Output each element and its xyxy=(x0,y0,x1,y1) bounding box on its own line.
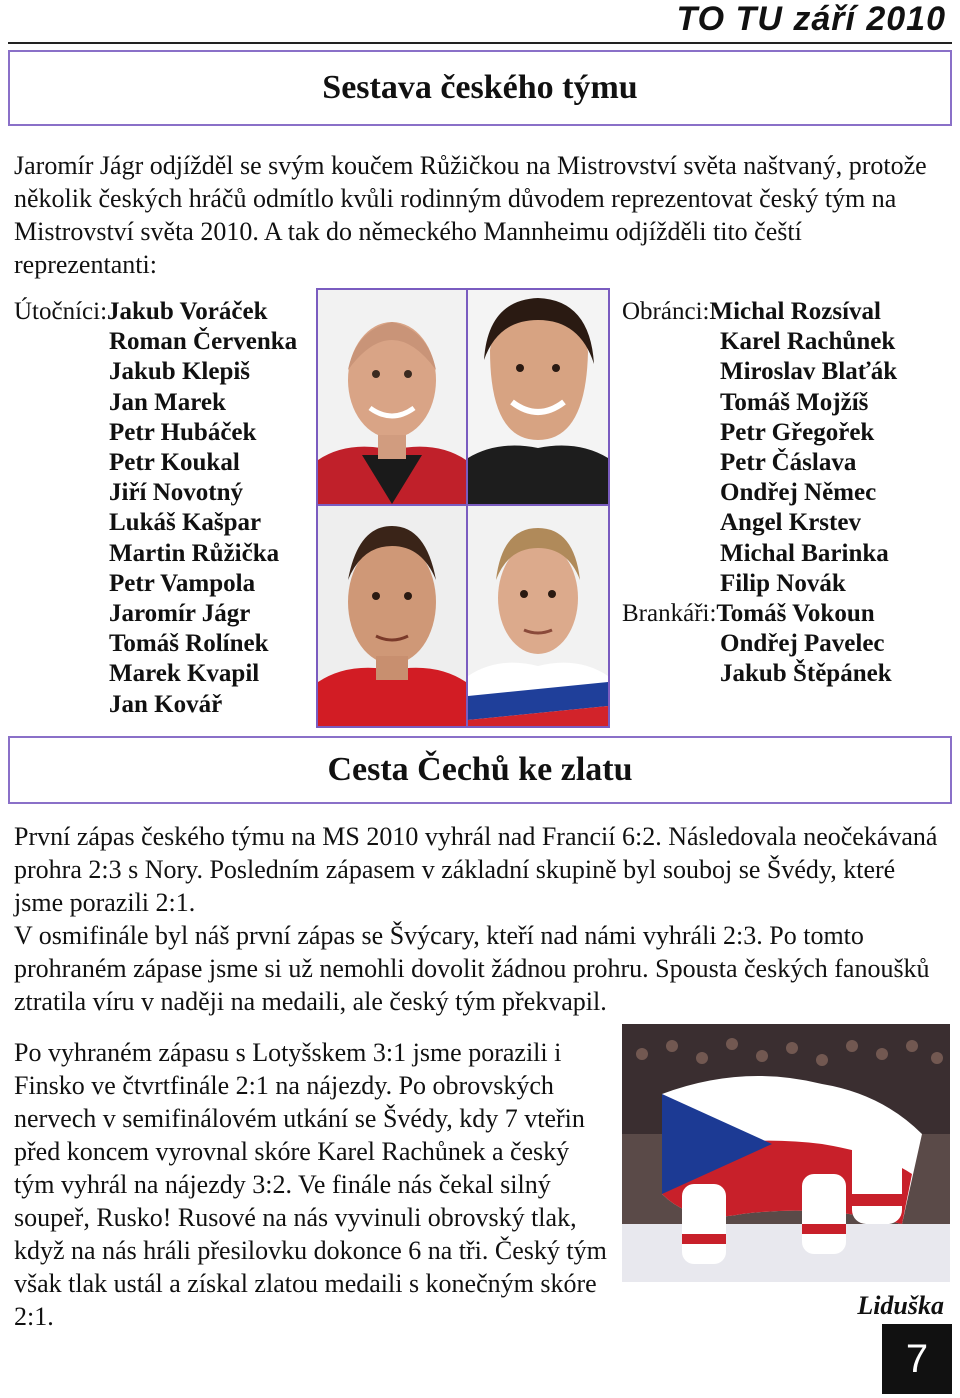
defender-name: Miroslav Blaťák xyxy=(720,358,898,386)
page-number-value: 7 xyxy=(905,1336,929,1381)
section-heading-road-to-gold xyxy=(8,736,952,804)
forward-name: Jiří Novotný xyxy=(109,479,244,507)
paragraph-round-of-16: V osmifinále byl náš první zápas se Švýcary, kteří nad námi vyhráli 2:3. Po tomto prohraném zápase jsme si už nemohli dovolit žádnou prohru. Spousta českých fanoušků ztratila víru v naději na medaili, ale český tým překvapil. xyxy=(14,921,930,1016)
forward-name: Roman Červenka xyxy=(109,328,298,356)
defender-name: Tomáš Mojžíš xyxy=(720,388,869,416)
player-portrait-image xyxy=(318,506,466,726)
masthead-title: TO TU září 2010 xyxy=(676,0,946,38)
player-photo-1 xyxy=(318,290,466,504)
author-signature: Liduška xyxy=(857,1291,944,1320)
player-portrait-image xyxy=(468,290,608,504)
masthead-rule xyxy=(8,42,952,44)
defenders-goalies-list xyxy=(622,297,897,690)
forward-name: Jan Kovář xyxy=(109,690,223,718)
player-portrait-image xyxy=(468,506,608,726)
defender-name: Michal Rozsíval xyxy=(709,298,881,325)
defender-name: Karel Rachůnek xyxy=(720,328,896,356)
defender-name: Petr Gřegořek xyxy=(720,418,875,446)
defender-name: Petr Čáslava xyxy=(720,449,857,477)
defender-name: Ondřej Němec xyxy=(720,479,877,507)
forward-name: Petr Vampola xyxy=(109,569,256,597)
goalies-label: Brankáři: xyxy=(622,600,717,628)
goalie-name: Tomáš Vokoun xyxy=(716,600,875,628)
player-portrait-image xyxy=(318,290,466,504)
team-celebration-photo xyxy=(622,1024,950,1282)
goalie-name: Ondřej Pavelec xyxy=(720,630,885,658)
forward-name: Lukáš Kašpar xyxy=(109,509,262,537)
forward-name: Jan Marek xyxy=(109,388,226,416)
forward-name: Jakub Klepiš xyxy=(109,358,251,386)
paragraph-group-stage: První zápas českého týmu na MS 2010 vyhrál nad Francií 6:2. Následovala neočekávaná prohra 2:3 s Nory. Posledním zápasem v základní skupině byl souboj se Švédy, které jsme porazili 2:1. xyxy=(14,822,938,917)
defender-name: Angel Krstev xyxy=(720,509,861,537)
forward-name: Petr Koukal xyxy=(109,449,240,477)
forwards-list xyxy=(14,297,297,720)
forward-name: Jaromír Jágr xyxy=(109,600,251,628)
section-title-road-to-gold: Cesta Čechů ke zlatu xyxy=(327,751,633,788)
defenders-label: Obránci: xyxy=(622,298,710,325)
player-photo-2 xyxy=(468,290,608,504)
defender-name: Filip Novák xyxy=(720,569,846,597)
forward-name: Petr Hubáček xyxy=(109,418,257,446)
defender-name: Michal Barinka xyxy=(720,539,889,567)
player-photo-3 xyxy=(318,506,466,726)
forwards-label: Útočníci: xyxy=(14,298,108,325)
goalie-name: Jakub Štěpánek xyxy=(720,660,892,688)
section-title-lineup: Sestava českého týmu xyxy=(322,69,638,106)
forward-name: Tomáš Rolínek xyxy=(109,630,269,658)
forward-name: Jakub Voráček xyxy=(107,298,268,325)
section-heading-lineup xyxy=(8,50,952,126)
team-celebration-image xyxy=(622,1024,950,1282)
player-photo-4 xyxy=(468,506,608,726)
page-number xyxy=(882,1324,952,1394)
forward-name: Martin Růžička xyxy=(109,539,280,567)
intro-paragraph: Jaromír Jágr odjížděl se svým koučem Růžičkou na Mistrovství světa naštvaný, protože několik českých hráčů odmítlo kvůli rodinným důvodem reprezentovat český tým na Mistrovství světa 2010. A tak do německého Mannheimu odjížděli tito čeští reprezentanti: xyxy=(14,151,927,279)
paragraph-final: Po vyhraném zápasu s Lotyšskem 3:1 jsme porazili i Finsko ve čtvrtfinále 2:1 na nájezdy. Po obrovských nervech v semifinálovém utkání se Švédy, kdy 7 vteřin před koncem vyrovnal skóre Karel Rachůnek a český tým vyhrál na nájezdy 3:2. Ve finále nás čekal silný soupeř, Rusko! Rusové na nás vyvinuli obrovský tlak, když na nás hráli přesilovku dokonce 6 na tři. Český tým však tlak ustál a získal zlatou medaili s konečným skóre 2:1. xyxy=(14,1038,607,1331)
forward-name: Marek Kvapil xyxy=(109,660,260,688)
